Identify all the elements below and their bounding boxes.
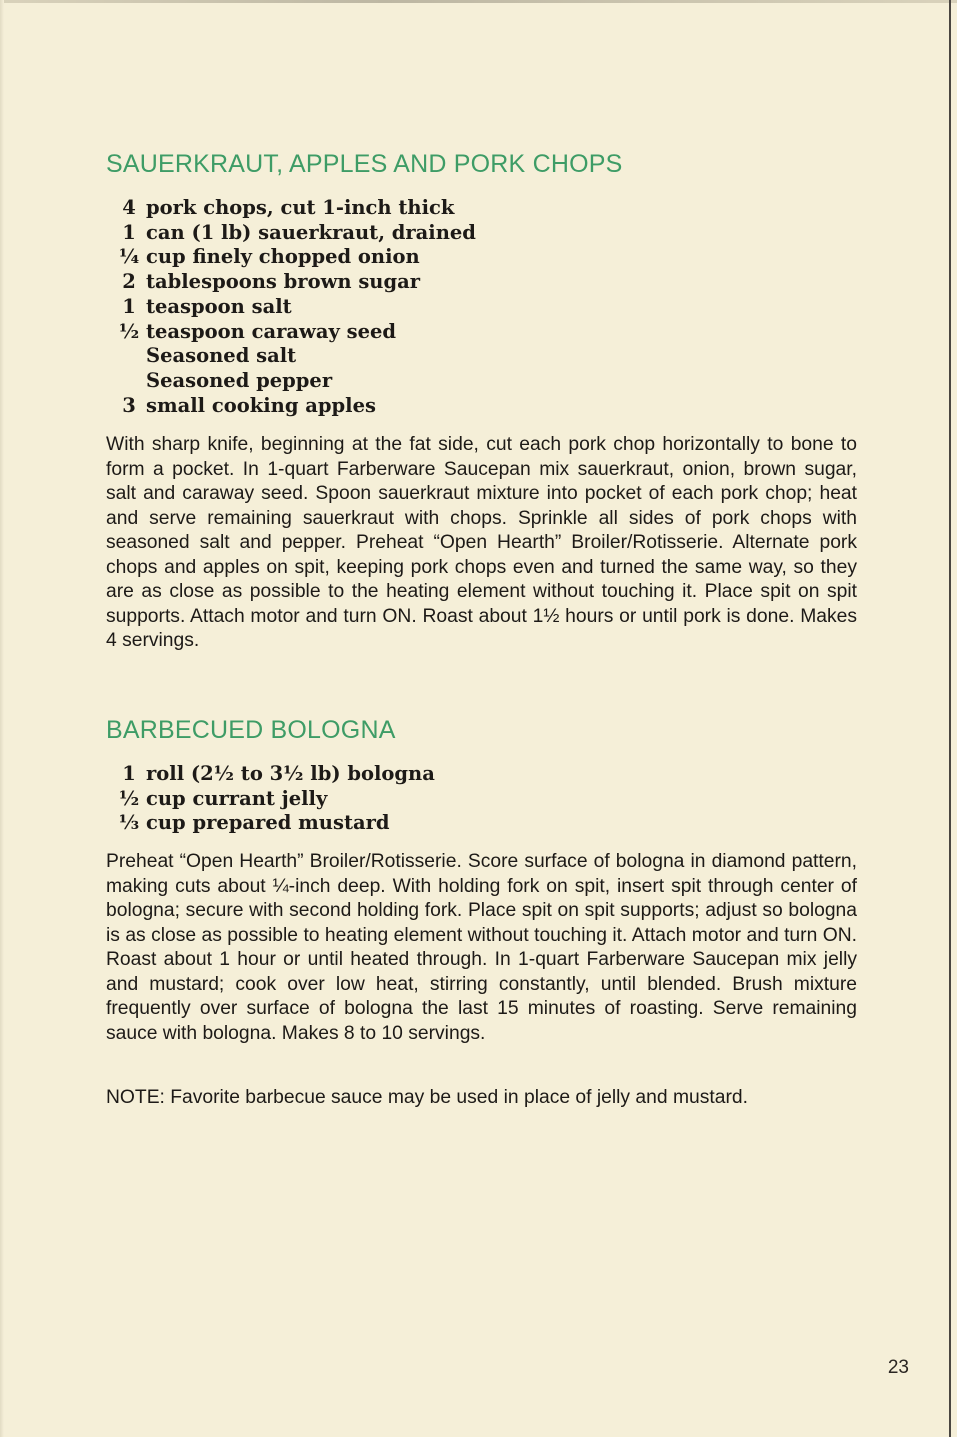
ingredient-quantity: 1 (122, 294, 136, 318)
ingredient-name: pork chops, cut 1-inch thick (146, 196, 455, 219)
ingredient-item (112, 344, 476, 369)
recipe-directions: Preheat “Open Hearth” Broiler/Rotisserie. Score surface of bologna in diamond pattern, making cuts about ¼-inch deep. With holding fork on spit, insert spit through center of bologna; secure with second holding fork. Place spit on spit supports; adjust so bologna is as close as possible to heating element without touching it. Attach motor and turn ON. Roast about 1 hour or until heated through. In 1-quart Farberware Saucepan mix jelly and mustard; cook over low heat, stirring constantly, until blended. Brush mixture frequently over surface of bologna the last 15 minutes of roasting. Serve remaining sauce with bologna. Makes 8 to 10 servings. (106, 851, 857, 1044)
page-left-edge (0, 0, 4, 1437)
recipe-title: SAUERKRAUT, APPLES AND PORK CHOPS (106, 150, 623, 178)
ingredient-quantity: ½ (118, 319, 140, 343)
ingredient-item (112, 787, 435, 812)
ingredient-name: roll (2½ to 3½ lb) bologna (146, 762, 435, 785)
ingredient-name: Seasoned salt (146, 344, 297, 368)
ingredient-quantity: 2 (122, 270, 136, 294)
ingredient-name: small cooking apples (146, 393, 376, 417)
ingredient-quantity: 4 (122, 196, 136, 219)
ingredient-list (112, 196, 476, 418)
recipe-note: NOTE: Favorite barbecue sauce may be used in place of jelly and mustard. (106, 1087, 748, 1108)
ingredient-name: cup prepared mustard (146, 811, 390, 835)
ingredient-name: cup finely chopped onion (146, 245, 420, 269)
recipe-directions: With sharp knife, beginning at the fat side, cut each pork chop horizontally to bone to form a pocket. In 1-quart Farberware Saucepan mix sauerkraut, onion, brown sugar, salt and caraway seed. Spoon sauerkraut mixture into pocket of each pork chop; heat and serve remaining sauerkraut with chops. Sprinkle all sides of pork chops with seasoned salt and pepper. Preheat “Open Hearth” Broiler/Rotisserie. Alternate pork chops and apples on spit, keeping pork chops even and turned the same way, so they are as close as possible to the heating element without touching it. Place spit on spit supports. Attach motor and turn ON. Roast about 1½ hours or until pork is done. Makes 4 servings. (106, 434, 857, 651)
ingredient-name: tablespoons brown sugar (146, 270, 421, 294)
page-right-edge (949, 0, 951, 1437)
ingredient-item (112, 811, 435, 836)
ingredient-item (112, 245, 476, 270)
ingredient-quantity: ½ (118, 786, 140, 810)
ingredient-quantity: ⅓ (118, 811, 140, 835)
ingredient-list (112, 762, 435, 836)
recipe-title: BARBECUED BOLOGNA (106, 716, 396, 744)
page-top-edge (0, 0, 957, 3)
ingredient-item (112, 762, 435, 787)
ingredient-quantity (112, 344, 146, 369)
ingredient-item (112, 369, 476, 394)
ingredient-item (112, 394, 476, 419)
ingredient-quantity: 1 (122, 220, 136, 244)
ingredient-item (112, 295, 476, 320)
ingredient-name: Seasoned pepper (146, 368, 333, 392)
ingredient-name: cup currant jelly (146, 786, 328, 810)
ingredient-quantity (112, 369, 146, 394)
ingredient-name: can (1 lb) sauerkraut, drained (146, 220, 476, 244)
ingredient-name: teaspoon caraway seed (146, 319, 397, 343)
ingredient-quantity: 1 (122, 762, 136, 785)
ingredient-item (112, 320, 476, 345)
ingredient-quantity: 3 (122, 393, 136, 417)
ingredient-item (112, 196, 476, 221)
ingredient-name: teaspoon salt (146, 294, 292, 318)
ingredient-item (112, 221, 476, 246)
ingredient-quantity: ¼ (118, 245, 140, 269)
ingredient-item (112, 270, 476, 295)
page-number: 23 (887, 1357, 909, 1378)
